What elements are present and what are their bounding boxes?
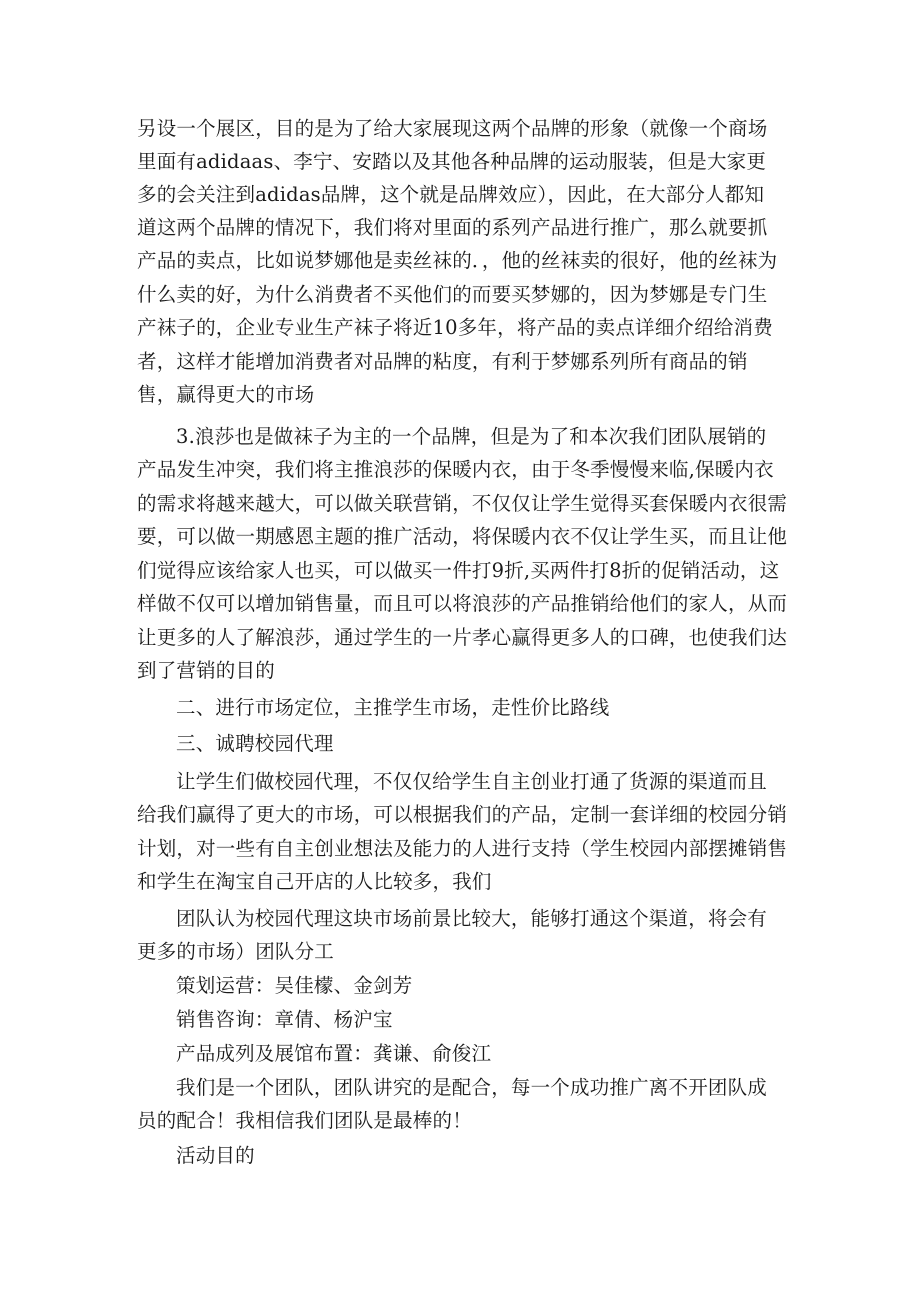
team-role-line: 策划运营：吴佳檬、金剑芳 (176, 974, 413, 997)
paragraph-line: 让更多的人了解浪莎，通过学生的一片孝心赢得更多人的口碑，也使我们达 (137, 626, 788, 649)
paragraph-line: 什么卖的好，为什么消费者不买他们的而要买梦娜的，因为梦娜是专门生 (137, 283, 768, 306)
paragraph-line: 员的配合！我相信我们团队是最棒的！ (137, 1109, 472, 1132)
paragraph-line: 产品的卖点，比如说梦娜他是卖丝袜的．，他的丝袜卖的很好，他的丝袜为 (137, 249, 778, 272)
team-role-line: 产品成列及展馆布置：龚谦、俞俊江 (176, 1042, 492, 1065)
paragraph-line: 让学生们做校园代理，不仅仅给学生自主创业打通了货源的渠道而且 (176, 770, 768, 793)
section-heading: 三、诚聘校园代理 (176, 732, 334, 755)
paragraph-line: 产袜子的，企业专业生产袜子将近10多年，将产品的卖点详细介绍给消费 (137, 316, 773, 339)
paragraph-line: 和学生在淘宝自己开店的人比较多，我们 (137, 870, 492, 893)
paragraph-line: 要，可以做一期感恩主题的推广活动，将保暖内衣不仅让学生买，而且让他 (137, 525, 788, 548)
paragraph-line: 里面有adidaas、李宁、安踏以及其他各种品牌的运动服装，但是大家更 (137, 150, 767, 173)
paragraph-line: 们觉得应该给家人也买，可以做买一件打9折,买两件打8折的促销活动，这 (137, 559, 780, 582)
paragraph-line: 售，赢得更大的市场 (137, 383, 315, 406)
paragraph-line: 道这两个品牌的情况下，我们将对里面的系列产品进行推广，那么就要抓 (137, 216, 768, 239)
paragraph-line: 给我们赢得了更大的市场，可以根据我们的产品，定制一套详细的校园分销 (137, 803, 788, 826)
team-role-line: 销售咨询：章倩、杨沪宝 (176, 1008, 393, 1031)
paragraph-line: 的需求将越来越大，可以做关联营销，不仅仅让学生觉得买套保暖内衣很需 (137, 492, 788, 515)
paragraph-line: 多的会关注到adidas品牌，这个就是品牌效应），因此，在大部分人都知 (137, 183, 765, 206)
paragraph-line: 更多的市场）团队分工 (137, 940, 335, 963)
paragraph-line: 另设一个展区，目的是为了给大家展现这两个品牌的形象（就像一个商场 (137, 117, 768, 140)
paragraph-line: 3.浪莎也是做袜子为主的一个品牌，但是为了和本次我们团队展销的 (176, 425, 767, 448)
paragraph-line: 者，这样才能增加消费者对品牌的粘度，有利于梦娜系列所有商品的销 (137, 350, 748, 373)
paragraph-line: 计划，对一些有自主创业想法及能力的人进行支持（学生校园内部摆摊销售 (137, 837, 788, 860)
section-heading: 二、进行市场定位，主推学生市场，走性价比路线 (176, 696, 610, 719)
section-heading: 活动目的 (176, 1144, 255, 1167)
paragraph-line: 我们是一个团队，团队讲究的是配合，每一个成功推广离不开团队成 (176, 1076, 768, 1099)
paragraph-line: 到了营销的目的 (137, 659, 275, 682)
paragraph-line: 产品发生冲突，我们将主推浪莎的保暖内衣，由于冬季慢慢来临,保暖内衣 (137, 458, 774, 481)
paragraph-line: 团队认为校园代理这块市场前景比较大，能够打通这个渠道，将会有 (176, 907, 768, 930)
paragraph-line: 样做不仅可以增加销售量，而且可以将浪莎的产品推销给他们的家人，从而 (137, 592, 788, 615)
